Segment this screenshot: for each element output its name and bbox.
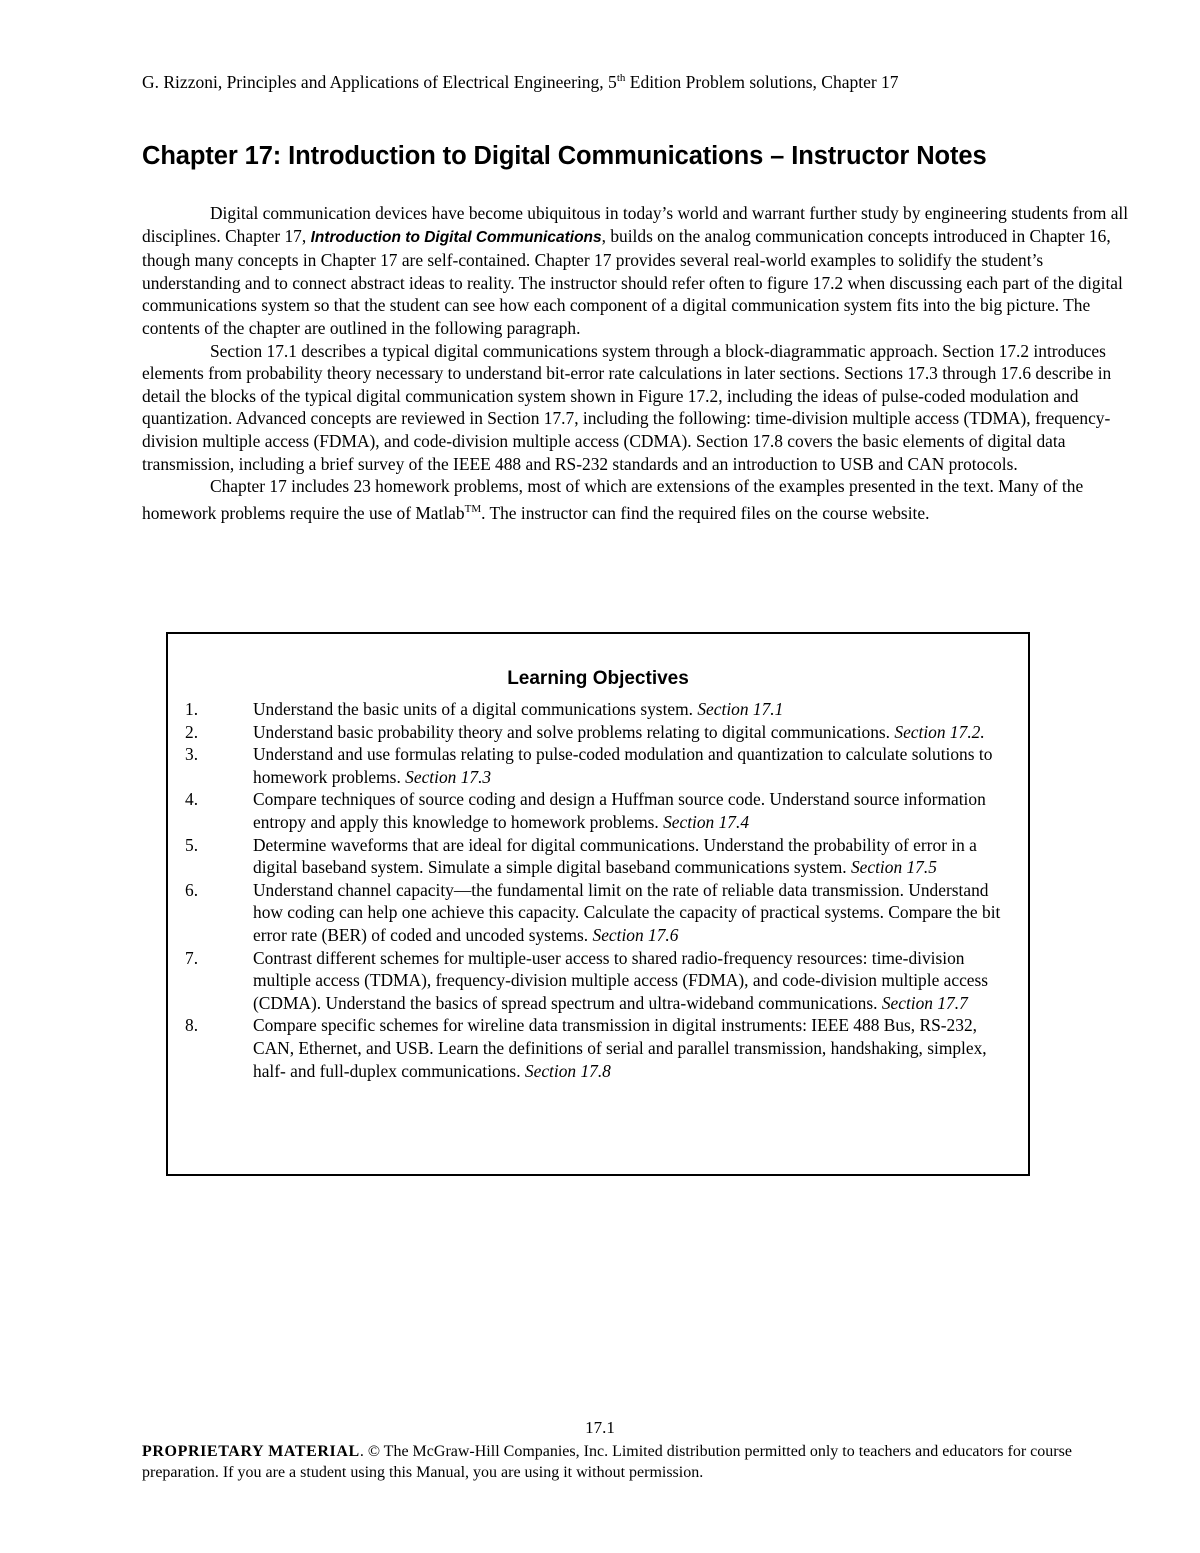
objective-item [185, 721, 1020, 744]
objective-section-ref: Section 17.1 [697, 699, 784, 719]
intro-p1-text-a: Digital communication devices have become ubiquitous in today’s world and warrant further study by engineering students from all disciplines. Chapter 17, [142, 203, 1129, 246]
objective-number: 6. [185, 879, 199, 900]
objective-number: 7. [185, 947, 199, 968]
instructor-notes-body [142, 202, 1132, 524]
objective-number: 8. [185, 1015, 199, 1036]
objective-item [185, 834, 1020, 879]
objective-section-ref: Section 17.7 [881, 992, 968, 1013]
learning-objectives-list [185, 698, 1020, 1082]
footer-notice: . © The McGraw-Hill Companies, Inc. Limited distribution permitted only to teachers and educators for course preparation. If you are a student using this Manual, you are using it without permission. [142, 1443, 1072, 1481]
page-number: 17.1 [585, 1418, 615, 1437]
header-prefix: G. Rizzoni, Principles and Applications of Electrical Engineering, 5 [142, 72, 617, 92]
objective-text: Contrast different schemes for multiple-user access to shared radio-frequency resources: time-division multiple access (TDMA), frequency-division multiple access (FDMA), and code-division multiple access (CDMA). Understand the basics of spread spectrum and ultra-wideband communications. [253, 947, 989, 1013]
objective-item [185, 698, 1020, 721]
objective-number: 5. [185, 834, 199, 855]
objective-section-ref: Section 17.4 [663, 811, 750, 832]
learning-objectives-title: Learning Objectives [507, 668, 689, 689]
objective-text: Understand and use formulas relating to pulse-coded modulation and quantization to calculate solutions to homework problems. [253, 744, 993, 787]
objective-item [185, 879, 1020, 947]
intro-paragraph-1 [142, 202, 1132, 340]
header-superscript: th [616, 72, 626, 85]
intro-p1-text-b: , builds on the analog communication concepts introduced in Chapter 16, though many concepts in Chapter 17 are self-contained. Chapter 17 provides several real-world examples to solidify the student’s understanding and to connect abstract ideas to reality. The instructor should refer often to figure 17.2 when discussing each part of the digital communications system so that the student can see how each component of a digital communication system fits into the big picture. The contents of the chapter are outlined in the following paragraph. [142, 225, 1123, 338]
objective-number: 1. [185, 699, 199, 719]
intro-paragraph-2: Section 17.1 describes a typical digital communications system through a block-diagrammatic approach. Section 17.2 introduces elements from probability theory necessary to understand bit-error rate calculations in later sections. Sections 17.3 through 17.6 describe in detail the blocks of the typical digital communication system shown in Figure 17.2, including the ideas of pulse-coded modulation and quantization. Advanced concepts are reviewed in Section 17.7, including the following: time-division multiple access (TDMA), frequency-division multiple access (FDMA), and code-division multiple access (CDMA). Section 17.8 covers the basic elements of digital data transmission, including a brief survey of the IEEE 488 and RS-232 standards and an introduction to USB and CAN protocols. [142, 340, 1112, 474]
objective-item [185, 947, 1020, 1015]
objective-text: Compare techniques of source coding and design a Huffman source code. Understand source information entropy and apply this knowledge to homework problems. [253, 789, 986, 832]
proprietary-label: PROPRIETARY MATERIAL [142, 1443, 360, 1460]
objective-text: Understand basic probability theory and solve problems relating to digital communications. [253, 721, 895, 742]
proprietary-footer [142, 1441, 1082, 1483]
intro-paragraph-3 [142, 475, 1132, 524]
intro-p3-text-a: Chapter 17 includes 23 homework problems, most of which are extensions of the examples presented in the text. Many of the homework problems require the use of Matlab [142, 476, 1084, 523]
objective-item [185, 743, 1020, 788]
book-chapter-title: Introduction to Digital Communications [310, 228, 602, 246]
objective-number: 2. [185, 721, 199, 742]
objective-item [185, 1014, 1020, 1082]
running-header [142, 72, 899, 93]
objective-number: 4. [185, 789, 199, 810]
learning-objectives-box [166, 632, 1030, 1176]
objective-section-ref: Section 17.5 [850, 857, 937, 878]
objective-number: 3. [185, 744, 199, 765]
intro-p3-text-b: . The instructor can find the required files on the course website. [481, 502, 930, 523]
trademark-superscript: TM [464, 502, 482, 515]
objective-text: Understand channel capacity—the fundamental limit on the rate of reliable data transmission. Understand how coding can help one achieve this capacity. Calculate the capacity of practical systems. Compare the bit error rate (BER) of coded and uncoded systems. [253, 879, 1001, 945]
objective-section-ref: Section 17.6 [592, 924, 679, 945]
objective-section-ref: Section 17.8 [524, 1060, 611, 1081]
chapter-title: Chapter 17: Introduction to Digital Communications – Instructor Notes [142, 142, 987, 170]
objective-text: Determine waveforms that are ideal for digital communications. Understand the probability of error in a digital baseband system. Simulate a simple digital baseband communications system. [253, 834, 977, 878]
objective-section-ref: Section 17.3 [405, 766, 492, 787]
objective-section-ref: Section 17.2. [894, 721, 985, 742]
objective-item [185, 788, 1020, 833]
objective-text: Understand the basic units of a digital communications system. [253, 699, 698, 719]
header-suffix: Edition Problem solutions, Chapter 17 [625, 72, 899, 92]
objective-text: Compare specific schemes for wireline data transmission in digital instruments: IEEE 488 Bus, RS-232, CAN, Ethernet, and USB. Learn the definitions of serial and parallel transmission, handshaking, simplex, half- and full-duplex communications. [253, 1015, 987, 1081]
